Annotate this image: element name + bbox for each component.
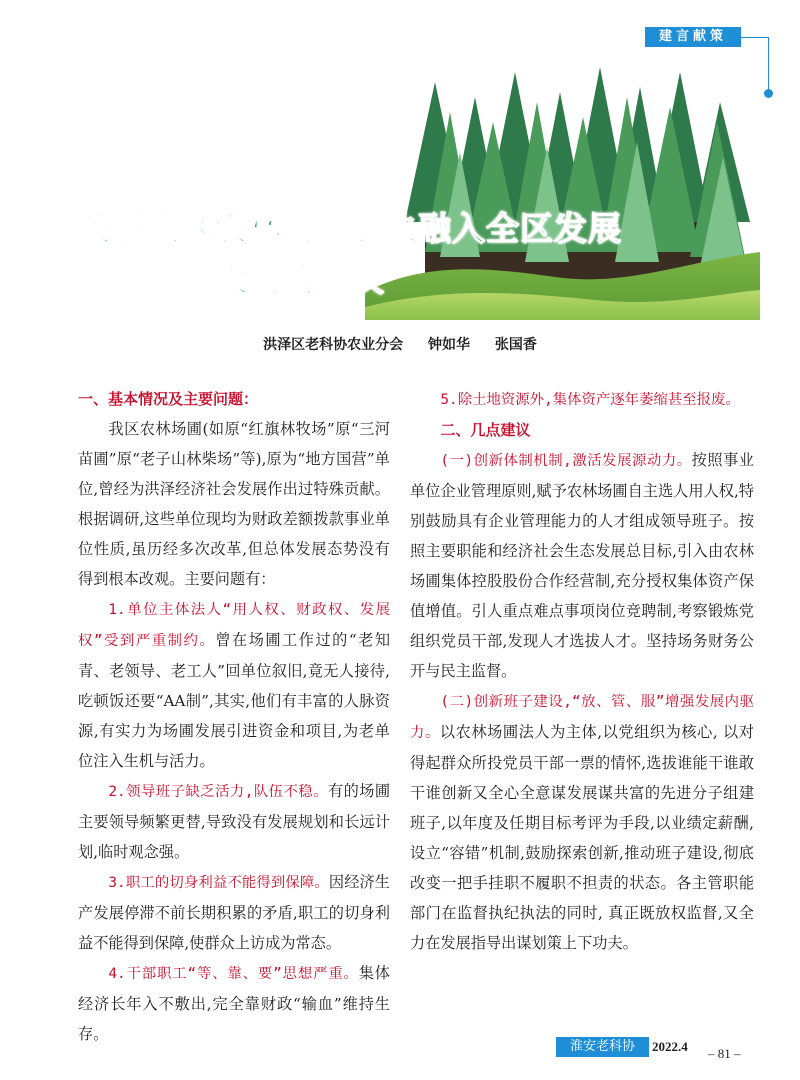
tag-connector-line xyxy=(741,37,769,38)
suggestion-1 xyxy=(410,445,754,686)
problem-4-head: 4.干部职工“等、靠、要”思想严重。 xyxy=(108,966,359,982)
section-tag: 建言献策 xyxy=(645,27,741,47)
issue-number: 2022.4 xyxy=(652,1039,688,1054)
article-title-line-2: 大局的建议 xyxy=(215,260,385,299)
problem-1 xyxy=(78,594,390,776)
suggestion-2-body: 以农林场圃法人为主体,以党组织为核心, 以对得起群众所投党员干部一票的情怀,选拔谁能干谁敢干谁创新又全心全意谋发展谋共富的先进分子组建班子,以年度及任期目标考评为手段,以业绩定薪酬,设立“容错”机制,鼓励探索创新,推动班子建设,彻底改变一把手挂职不履职不担责的状态。各主管职能部门在监督执纪执法的同时, 真正既放权监督,又全力在发展指导出谋划策上下功夫。 xyxy=(410,723,754,952)
journal-brand-badge: 淮安老科协 xyxy=(556,1037,649,1057)
page-number: – 81 – xyxy=(708,1046,741,1061)
suggestion-2-head: (二)创新班子建设,“放、管、服”增强发展内驱力。 xyxy=(410,694,754,741)
problem-2-head: 2.领导班子缺乏活力,队伍不稳。 xyxy=(108,784,328,800)
problem-3-head: 3.职工的切身利益不能得到保障。 xyxy=(108,875,329,891)
problem-2-body: 有的场圃主要领导频繁更替,导致没有发展规划和长远计划,临时观念强。 xyxy=(78,782,391,861)
problem-1-body: 曾在场圃工作过的“老知青、老领导、老工人”回单位叙旧,竟无人接待,吃顿饭还要“AA制”,其实,他们有丰富的人脉资源,有实力为场圃发展引进资金和项目,为老单位注入生机与活力。 xyxy=(78,631,391,770)
problem-2 xyxy=(78,776,390,867)
section-heading-1 xyxy=(78,384,390,414)
problem-5-head: 5.除土地资源外,集体资产逐年萎缩甚至报废。 xyxy=(440,392,740,408)
problem-1-head: 1.单位主体法人“用人权、财政权、发展权”受到严重制约。 xyxy=(78,602,390,649)
byline-author-1: 钟如华 xyxy=(428,337,470,353)
intro-paragraph: 我区农林场圃(如原“红旗林牧场”原“三河苗圃”原“老子山林柴场”等),原为“地方国营”单位,曾经为洪泽经济社会发展作出过特殊贡献。根据调研,这些单位现均为财政差额拨款事业单位性质,虽历经多次改革,但总体发展态势没有得到根本改观。主要问题有： xyxy=(78,420,390,588)
right-column xyxy=(410,384,754,958)
byline xyxy=(0,334,800,354)
heading-suggestions: 二、几点建议 xyxy=(440,421,531,439)
tag-connector-line-vertical xyxy=(768,37,769,93)
byline-author-2: 张国香 xyxy=(494,337,537,353)
problem-4-body: 集体经济长年入不敷出,完全靠财政“输血”维持生存。 xyxy=(78,964,390,1043)
left-column xyxy=(78,384,390,1049)
tag-dot-icon xyxy=(764,89,773,98)
heading-basic-situation: 一、基本情况及主要问题： xyxy=(78,390,259,408)
byline-org: 洪泽区老科协农业分会 xyxy=(263,337,404,353)
problem-5 xyxy=(410,384,754,415)
suggestion-2 xyxy=(410,686,754,958)
problem-3 xyxy=(78,867,390,958)
article-title-line-1: 关于我区农林场圃加快融入全区发展 xyxy=(78,209,622,248)
problem-4 xyxy=(78,958,390,1049)
suggestion-1-body: 按照事业单位企业管理原则,赋予农林场圃自主选人用人权,特别鼓励具有企业管理能力的人才组成领导班子。按照主要职能和经济社会生态发展总目标,引入由农林场圃集体控股股份合作经营制,充分授权集体资产保值增值。引人重点难点事项岗位竞聘制,考察锻炼党组织党员干部,发现人才选拔人才。坚持场务财务公开与民主监督。 xyxy=(410,451,754,680)
suggestion-1-head: (一)创新体制机制,激活发展源动力。 xyxy=(440,453,692,469)
section-heading-2 xyxy=(410,415,754,445)
problem-3-body: 因经济生产发展停滞不前长期积累的矛盾,职工的切身利益不能得到保障,使群众上访成为常态。 xyxy=(78,873,390,952)
